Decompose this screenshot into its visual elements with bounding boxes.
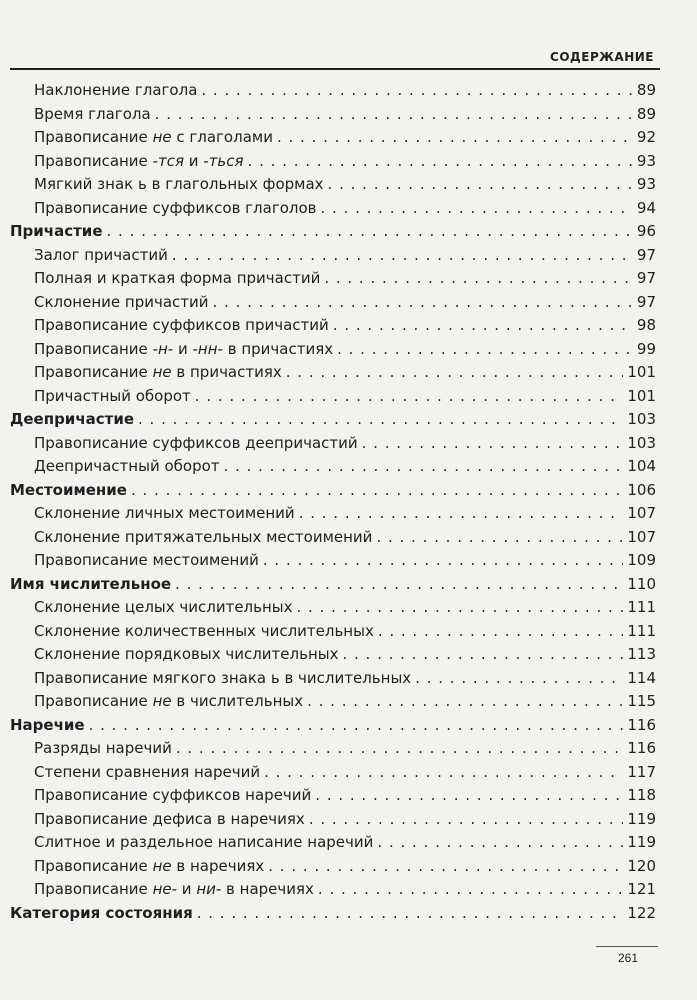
toc-chapter-row	[0, 408, 697, 432]
toc-section-row	[0, 173, 697, 197]
toc-section-row	[0, 197, 697, 221]
dot-leader	[321, 197, 633, 221]
dot-leader	[315, 784, 623, 808]
toc-chapter-row	[0, 573, 697, 597]
toc-section-row	[0, 667, 697, 691]
dot-leader	[176, 737, 624, 761]
toc-entry-page: 94	[636, 198, 656, 217]
toc-entry-title: Правописание не в причастиях	[34, 363, 282, 381]
toc-entry-page: 111	[627, 621, 656, 640]
dot-leader	[307, 690, 623, 714]
toc-entry-title: Местоимение	[10, 480, 127, 499]
toc-entry-title: Время глагола	[34, 104, 151, 123]
dot-leader	[138, 408, 623, 432]
dot-leader	[342, 643, 623, 667]
dot-leader	[224, 455, 624, 479]
toc-section-row	[0, 808, 697, 832]
toc-chapter-row	[0, 714, 697, 738]
toc-entry-title: Правописание дефиса в наречиях	[34, 809, 305, 828]
toc-entry-page: 111	[627, 598, 656, 616]
toc-section-row	[0, 878, 697, 902]
dot-leader	[213, 291, 633, 315]
toc-entry-title: Правописание не- и ни- в наречиях	[34, 880, 314, 898]
toc-entry-title: Правописание не в наречиях	[34, 856, 265, 875]
running-header	[0, 48, 666, 70]
toc-entry-page: 122	[627, 903, 656, 922]
toc-entry-page: 115	[627, 692, 656, 710]
toc-entry-page: 107	[627, 527, 656, 546]
toc-section-row	[0, 432, 697, 456]
toc-section-row	[0, 103, 697, 127]
toc-entry-title: Залог причастий	[34, 245, 168, 264]
dot-leader	[268, 855, 623, 879]
dot-leader	[248, 150, 633, 174]
dot-leader	[175, 573, 623, 597]
header-title: СОДЕРЖАНИЕ	[550, 50, 654, 64]
header-rule	[10, 68, 660, 70]
toc-section-row	[0, 737, 697, 761]
toc-entry-title: Имя числительное	[10, 574, 172, 593]
page-number: 261	[618, 951, 639, 965]
toc-entry-title: Правописание суффиксов глаголов	[34, 198, 317, 217]
toc-section-row	[0, 79, 697, 103]
toc-entry-title: Причастный оборот	[34, 386, 191, 405]
toc-entry-title: Степени сравнения наречий	[34, 762, 261, 781]
toc-entry-page: 119	[627, 809, 656, 828]
dot-leader	[286, 361, 624, 385]
dot-leader	[362, 432, 624, 456]
toc-section-row	[0, 620, 697, 644]
toc-section-row	[0, 338, 697, 362]
toc-entry-title: Правописание суффиксов причастий	[34, 316, 329, 334]
toc-entry-page: 119	[627, 833, 656, 851]
toc-entry-page: 110	[627, 574, 656, 593]
toc-section-row	[0, 385, 697, 409]
toc-entry-page: 97	[636, 292, 656, 311]
toc-entry-page: 89	[636, 81, 656, 99]
toc-chapter-row	[0, 479, 697, 503]
footer-rule	[596, 946, 658, 947]
toc-entry-page: 109	[627, 551, 656, 569]
toc-entry-page: 116	[627, 715, 656, 734]
toc-entry-page: 98	[636, 316, 656, 334]
dot-leader	[89, 714, 624, 738]
dot-leader	[309, 808, 624, 832]
toc-entry-page: 118	[627, 786, 656, 804]
toc-section-row	[0, 643, 697, 667]
toc-entry-title: Правописание -н- и -нн- в причастиях	[34, 339, 334, 358]
toc-section-row	[0, 267, 697, 291]
dot-leader	[264, 761, 623, 785]
toc-section-row	[0, 314, 697, 338]
toc-entry-title: Деепричастный оборот	[34, 457, 220, 475]
toc-entry-title: Правописание суффиксов наречий	[34, 786, 312, 804]
toc-section-row	[0, 784, 697, 808]
dot-leader	[377, 831, 623, 855]
dot-leader	[195, 385, 624, 409]
dot-leader	[155, 103, 633, 127]
toc-entry-title: Мягкий знак ь в глагольных формах	[34, 175, 324, 193]
toc-entry-page: 113	[627, 645, 656, 663]
toc-section-row	[0, 549, 697, 573]
toc-section-row	[0, 831, 697, 855]
toc-entry-title: Склонение целых числительных	[34, 598, 293, 616]
toc-entry-page: 120	[627, 856, 656, 875]
toc-entry-page: 104	[627, 457, 656, 475]
dot-leader	[172, 244, 633, 268]
toc-entry-title: Правописание мягкого знака ь в числительных	[34, 668, 412, 687]
toc-entry-page: 89	[636, 104, 656, 123]
toc-entry-title: Категория состояния	[10, 903, 193, 922]
toc-section-row	[0, 502, 697, 526]
toc-entry-title: Деепричастие	[10, 410, 135, 428]
toc-entry-title: Разряды наречий	[34, 739, 172, 757]
toc-section-row	[0, 596, 697, 620]
toc-entry-title: Правописание суффиксов деепричастий	[34, 433, 358, 452]
dot-leader	[107, 220, 633, 244]
toc-entry-page: 121	[627, 880, 656, 898]
toc-entry-page: 93	[636, 175, 656, 193]
toc-entry-title: Слитное и раздельное написание наречий	[34, 833, 374, 851]
toc-section-row	[0, 526, 697, 550]
toc-entry-title: Наречие	[10, 715, 85, 734]
toc-entry-page: 101	[627, 363, 656, 381]
toc-section-row	[0, 455, 697, 479]
toc-section-row	[0, 150, 697, 174]
toc-entry-page: 92	[636, 128, 656, 146]
dot-leader	[197, 902, 624, 926]
dot-leader	[328, 173, 633, 197]
toc-entry-title: Полная и краткая форма причастий	[34, 269, 321, 287]
dot-leader	[318, 878, 623, 902]
toc-entry-page: 97	[636, 269, 656, 287]
toc-section-row	[0, 291, 697, 315]
toc-entry-title: Наклонение глагола	[34, 81, 198, 99]
dot-leader	[337, 338, 633, 362]
toc-entry-page: 106	[627, 480, 656, 499]
dot-leader	[297, 596, 624, 620]
toc-entry-title: Склонение количественных числительных	[34, 621, 374, 640]
dot-leader	[324, 267, 633, 291]
toc-entry-page: 101	[627, 386, 656, 405]
toc-entry-title: Правописание не в числительных	[34, 692, 304, 710]
dot-leader	[378, 620, 624, 644]
dot-leader	[131, 479, 623, 503]
toc-entry-title: Склонение причастий	[34, 292, 209, 311]
toc-section-row	[0, 361, 697, 385]
toc-entry-title: Склонение порядковых числительных	[34, 645, 339, 663]
toc-entry-page: 103	[627, 410, 656, 428]
table-of-contents	[0, 79, 697, 925]
toc-entry-page: 114	[627, 668, 656, 687]
toc-chapter-row	[0, 902, 697, 926]
dot-leader	[415, 667, 623, 691]
toc-chapter-row	[0, 220, 697, 244]
toc-entry-page: 96	[636, 222, 656, 240]
toc-entry-page: 97	[636, 245, 656, 264]
toc-entry-page: 103	[627, 433, 656, 452]
toc-entry-page: 93	[636, 151, 656, 170]
dot-leader	[299, 502, 624, 526]
dot-leader	[263, 549, 623, 573]
toc-entry-title: Склонение притяжательных местоимений	[34, 527, 373, 546]
toc-entry-page: 99	[636, 339, 656, 358]
toc-entry-title: Склонение личных местоимений	[34, 504, 295, 522]
toc-section-row	[0, 855, 697, 879]
dot-leader	[201, 79, 633, 103]
toc-entry-title: Правописание -тся и -ться	[34, 151, 244, 170]
toc-section-row	[0, 244, 697, 268]
dot-leader	[277, 126, 633, 150]
toc-section-row	[0, 126, 697, 150]
toc-entry-title: Правописание не с глаголами	[34, 128, 273, 146]
dot-leader	[333, 314, 633, 338]
toc-entry-title: Правописание местоимений	[34, 551, 259, 569]
toc-section-row	[0, 690, 697, 714]
toc-entry-page: 107	[627, 504, 656, 522]
toc-entry-page: 117	[627, 762, 656, 781]
toc-section-row	[0, 761, 697, 785]
dot-leader	[376, 526, 623, 550]
toc-entry-title: Причастие	[10, 222, 103, 240]
toc-entry-page: 116	[627, 739, 656, 757]
